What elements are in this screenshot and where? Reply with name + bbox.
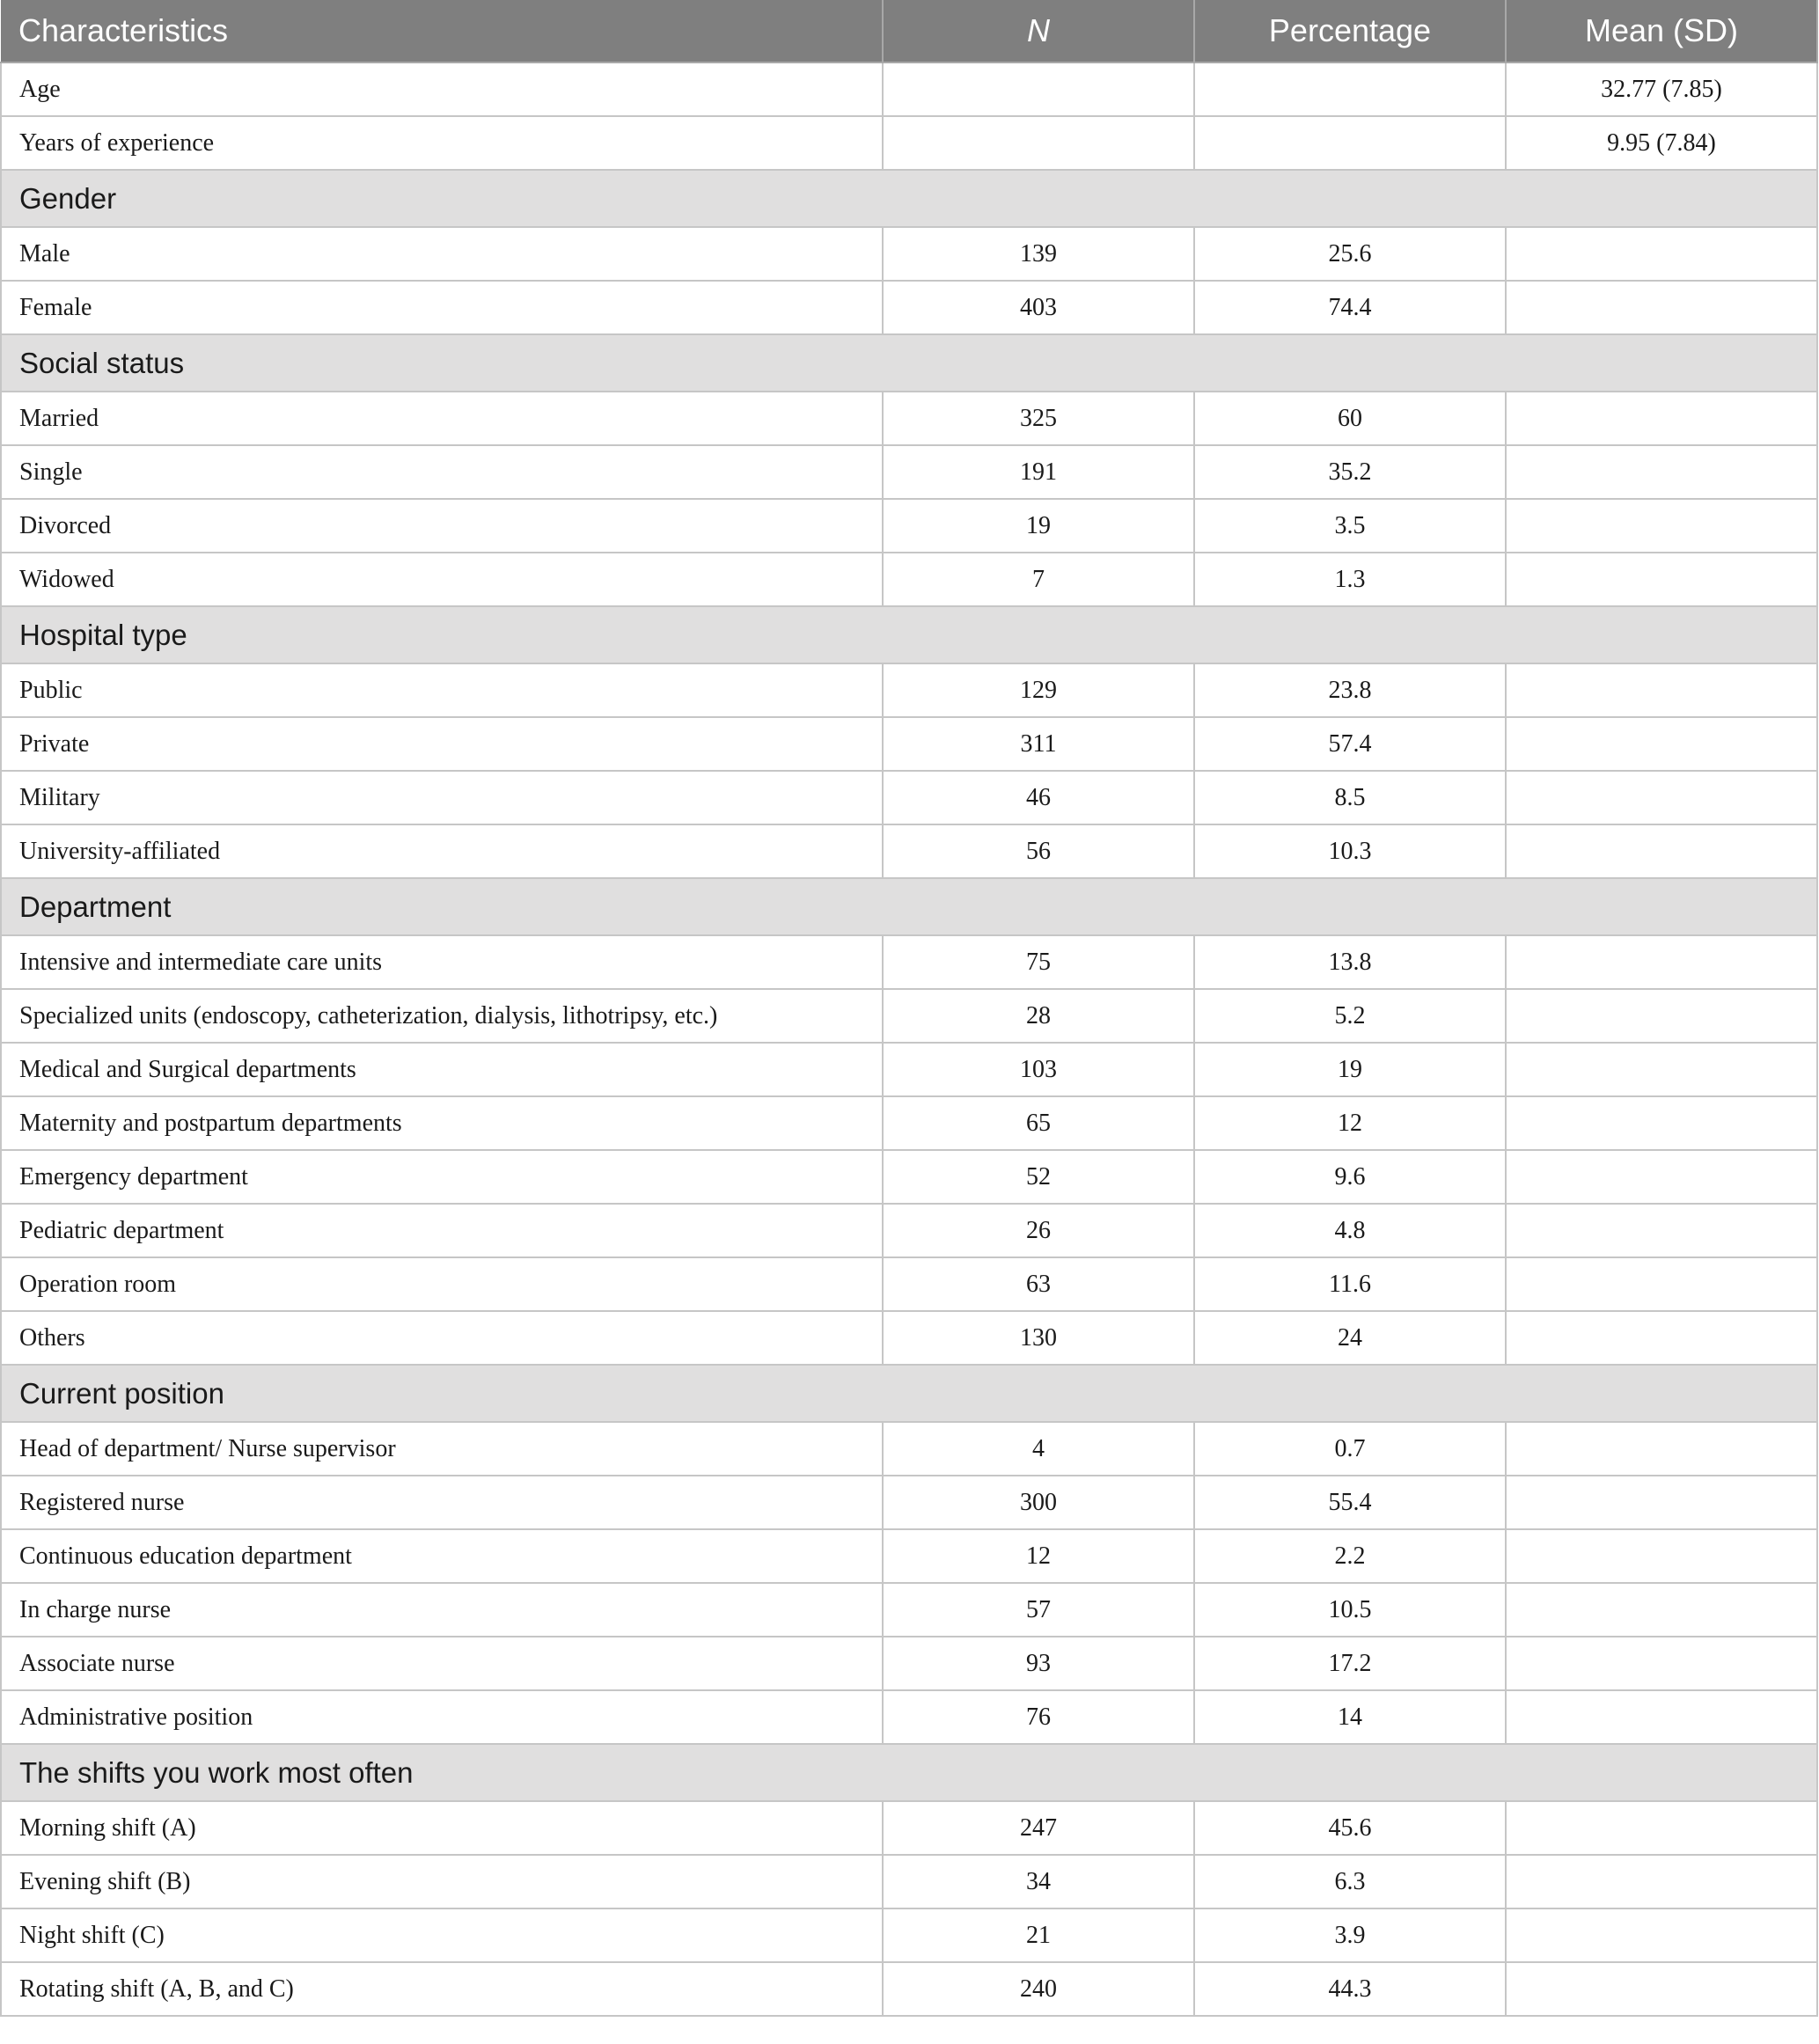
table-row xyxy=(1,1690,1817,1744)
table-row xyxy=(1,663,1817,717)
cell-percentage: 23.8 xyxy=(1194,663,1506,717)
cell-n: 247 xyxy=(883,1801,1194,1855)
table-row xyxy=(1,1204,1817,1257)
cell-n: 139 xyxy=(883,227,1194,281)
row-label: Night shift (C) xyxy=(1,1908,883,1962)
cell-n: 75 xyxy=(883,935,1194,989)
cell-mean-sd xyxy=(1506,1801,1817,1855)
cell-percentage: 2.2 xyxy=(1194,1529,1506,1583)
cell-mean-sd xyxy=(1506,771,1817,824)
cell-n: 28 xyxy=(883,989,1194,1043)
cell-mean-sd xyxy=(1506,717,1817,771)
cell-n: 4 xyxy=(883,1422,1194,1476)
cell-n: 63 xyxy=(883,1257,1194,1311)
table-row xyxy=(1,989,1817,1043)
row-label: Continuous education department xyxy=(1,1529,883,1583)
cell-percentage: 13.8 xyxy=(1194,935,1506,989)
cell-percentage: 3.5 xyxy=(1194,499,1506,553)
row-label: Married xyxy=(1,392,883,445)
cell-n: 103 xyxy=(883,1043,1194,1096)
cell-n: 57 xyxy=(883,1583,1194,1637)
row-label: In charge nurse xyxy=(1,1583,883,1637)
cell-mean-sd xyxy=(1506,1962,1817,2016)
row-label: Pediatric department xyxy=(1,1204,883,1257)
cell-percentage: 11.6 xyxy=(1194,1257,1506,1311)
table-row xyxy=(1,392,1817,445)
cell-n: 403 xyxy=(883,281,1194,334)
header-row xyxy=(1,0,1817,62)
row-label: Age xyxy=(1,62,883,116)
cell-n: 325 xyxy=(883,392,1194,445)
section-heading: Gender xyxy=(1,170,1817,227)
table-row xyxy=(1,1422,1817,1476)
cell-mean-sd xyxy=(1506,1422,1817,1476)
table-row xyxy=(1,227,1817,281)
cell-percentage: 44.3 xyxy=(1194,1962,1506,2016)
table-row xyxy=(1,281,1817,334)
cell-n: 191 xyxy=(883,445,1194,499)
row-label: Others xyxy=(1,1311,883,1365)
table-row xyxy=(1,1529,1817,1583)
cell-mean-sd: 9.95 (7.84) xyxy=(1506,116,1817,170)
cell-percentage: 24 xyxy=(1194,1311,1506,1365)
table-body xyxy=(1,62,1817,2016)
cell-percentage: 60 xyxy=(1194,392,1506,445)
cell-n: 300 xyxy=(883,1476,1194,1529)
row-label: Single xyxy=(1,445,883,499)
table-row xyxy=(1,62,1817,116)
cell-n: 311 xyxy=(883,717,1194,771)
cell-mean-sd xyxy=(1506,1096,1817,1150)
cell-percentage: 25.6 xyxy=(1194,227,1506,281)
cell-n: 46 xyxy=(883,771,1194,824)
table-row xyxy=(1,717,1817,771)
cell-mean-sd xyxy=(1506,499,1817,553)
cell-n: 52 xyxy=(883,1150,1194,1204)
row-label: Female xyxy=(1,281,883,334)
cell-mean-sd xyxy=(1506,1204,1817,1257)
table-row xyxy=(1,1311,1817,1365)
cell-mean-sd xyxy=(1506,1529,1817,1583)
section-row xyxy=(1,334,1817,392)
row-label: Male xyxy=(1,227,883,281)
cell-mean-sd xyxy=(1506,1855,1817,1908)
cell-n: 12 xyxy=(883,1529,1194,1583)
table-row xyxy=(1,1476,1817,1529)
row-label: Associate nurse xyxy=(1,1637,883,1690)
cell-percentage xyxy=(1194,62,1506,116)
cell-mean-sd xyxy=(1506,1637,1817,1690)
cell-n xyxy=(883,116,1194,170)
cell-mean-sd xyxy=(1506,227,1817,281)
table-row xyxy=(1,445,1817,499)
cell-percentage: 4.8 xyxy=(1194,1204,1506,1257)
row-label: Intensive and intermediate care units xyxy=(1,935,883,989)
table-row xyxy=(1,1855,1817,1908)
table-row xyxy=(1,1096,1817,1150)
cell-mean-sd xyxy=(1506,989,1817,1043)
cell-mean-sd xyxy=(1506,392,1817,445)
cell-percentage: 55.4 xyxy=(1194,1476,1506,1529)
table-row xyxy=(1,824,1817,878)
section-heading: Hospital type xyxy=(1,606,1817,663)
row-label: Operation room xyxy=(1,1257,883,1311)
row-label: Specialized units (endoscopy, catheterization, dialysis, lithotripsy, etc.) xyxy=(1,989,883,1043)
cell-n: 19 xyxy=(883,499,1194,553)
cell-percentage: 10.5 xyxy=(1194,1583,1506,1637)
row-label: Military xyxy=(1,771,883,824)
header-n xyxy=(883,0,1194,62)
table-row xyxy=(1,1043,1817,1096)
cell-percentage: 19 xyxy=(1194,1043,1506,1096)
row-label: Medical and Surgical departments xyxy=(1,1043,883,1096)
cell-percentage: 8.5 xyxy=(1194,771,1506,824)
cell-percentage: 12 xyxy=(1194,1096,1506,1150)
table-row xyxy=(1,935,1817,989)
section-heading: Social status xyxy=(1,334,1817,392)
table-row xyxy=(1,499,1817,553)
section-heading: The shifts you work most often xyxy=(1,1744,1817,1801)
header-percentage: Percentage xyxy=(1194,0,1506,62)
cell-mean-sd xyxy=(1506,1690,1817,1744)
cell-n: 130 xyxy=(883,1311,1194,1365)
cell-n: 129 xyxy=(883,663,1194,717)
cell-n: 26 xyxy=(883,1204,1194,1257)
cell-percentage: 5.2 xyxy=(1194,989,1506,1043)
cell-n: 56 xyxy=(883,824,1194,878)
cell-mean-sd: 32.77 (7.85) xyxy=(1506,62,1817,116)
section-row xyxy=(1,878,1817,935)
cell-percentage: 6.3 xyxy=(1194,1855,1506,1908)
section-row xyxy=(1,1365,1817,1422)
cell-percentage: 9.6 xyxy=(1194,1150,1506,1204)
table-row xyxy=(1,1908,1817,1962)
cell-n: 7 xyxy=(883,553,1194,606)
row-label: Years of experience xyxy=(1,116,883,170)
cell-percentage: 17.2 xyxy=(1194,1637,1506,1690)
row-label: Maternity and postpartum departments xyxy=(1,1096,883,1150)
row-label: Widowed xyxy=(1,553,883,606)
section-row xyxy=(1,170,1817,227)
row-label: Divorced xyxy=(1,499,883,553)
table-row xyxy=(1,1150,1817,1204)
row-label: Administrative position xyxy=(1,1690,883,1744)
table-row xyxy=(1,1583,1817,1637)
cell-mean-sd xyxy=(1506,281,1817,334)
cell-n: 76 xyxy=(883,1690,1194,1744)
cell-mean-sd xyxy=(1506,663,1817,717)
table-row xyxy=(1,116,1817,170)
cell-percentage: 57.4 xyxy=(1194,717,1506,771)
table-row xyxy=(1,771,1817,824)
cell-percentage: 10.3 xyxy=(1194,824,1506,878)
row-label: Morning shift (A) xyxy=(1,1801,883,1855)
cell-percentage: 45.6 xyxy=(1194,1801,1506,1855)
row-label: Evening shift (B) xyxy=(1,1855,883,1908)
cell-n: 21 xyxy=(883,1908,1194,1962)
cell-mean-sd xyxy=(1506,553,1817,606)
header-characteristics: Characteristics xyxy=(1,0,883,62)
cell-n: 93 xyxy=(883,1637,1194,1690)
section-row xyxy=(1,1744,1817,1801)
cell-percentage: 35.2 xyxy=(1194,445,1506,499)
cell-mean-sd xyxy=(1506,824,1817,878)
cell-mean-sd xyxy=(1506,1476,1817,1529)
table-row xyxy=(1,553,1817,606)
cell-percentage: 14 xyxy=(1194,1690,1506,1744)
row-label: Rotating shift (A, B, and C) xyxy=(1,1962,883,2016)
row-label: Head of department/ Nurse supervisor xyxy=(1,1422,883,1476)
cell-percentage: 3.9 xyxy=(1194,1908,1506,1962)
cell-n: 240 xyxy=(883,1962,1194,2016)
cell-percentage: 74.4 xyxy=(1194,281,1506,334)
cell-percentage xyxy=(1194,116,1506,170)
section-heading: Department xyxy=(1,878,1817,935)
table-row xyxy=(1,1801,1817,1855)
row-label: Emergency department xyxy=(1,1150,883,1204)
cell-mean-sd xyxy=(1506,1583,1817,1637)
cell-mean-sd xyxy=(1506,1257,1817,1311)
cell-mean-sd xyxy=(1506,935,1817,989)
cell-n xyxy=(883,62,1194,116)
cell-mean-sd xyxy=(1506,445,1817,499)
table-row xyxy=(1,1637,1817,1690)
table-row xyxy=(1,1962,1817,2016)
cell-n: 65 xyxy=(883,1096,1194,1150)
cell-mean-sd xyxy=(1506,1311,1817,1365)
cell-percentage: 1.3 xyxy=(1194,553,1506,606)
cell-mean-sd xyxy=(1506,1043,1817,1096)
row-label: Public xyxy=(1,663,883,717)
table-header xyxy=(1,0,1817,62)
row-label: University-affiliated xyxy=(1,824,883,878)
header-n-label: N xyxy=(1027,12,1050,48)
cell-n: 34 xyxy=(883,1855,1194,1908)
section-row xyxy=(1,606,1817,663)
cell-mean-sd xyxy=(1506,1908,1817,1962)
cell-percentage: 0.7 xyxy=(1194,1422,1506,1476)
row-label: Private xyxy=(1,717,883,771)
header-mean-sd: Mean (SD) xyxy=(1506,0,1817,62)
section-heading: Current position xyxy=(1,1365,1817,1422)
table-row xyxy=(1,1257,1817,1311)
row-label: Registered nurse xyxy=(1,1476,883,1529)
cell-mean-sd xyxy=(1506,1150,1817,1204)
